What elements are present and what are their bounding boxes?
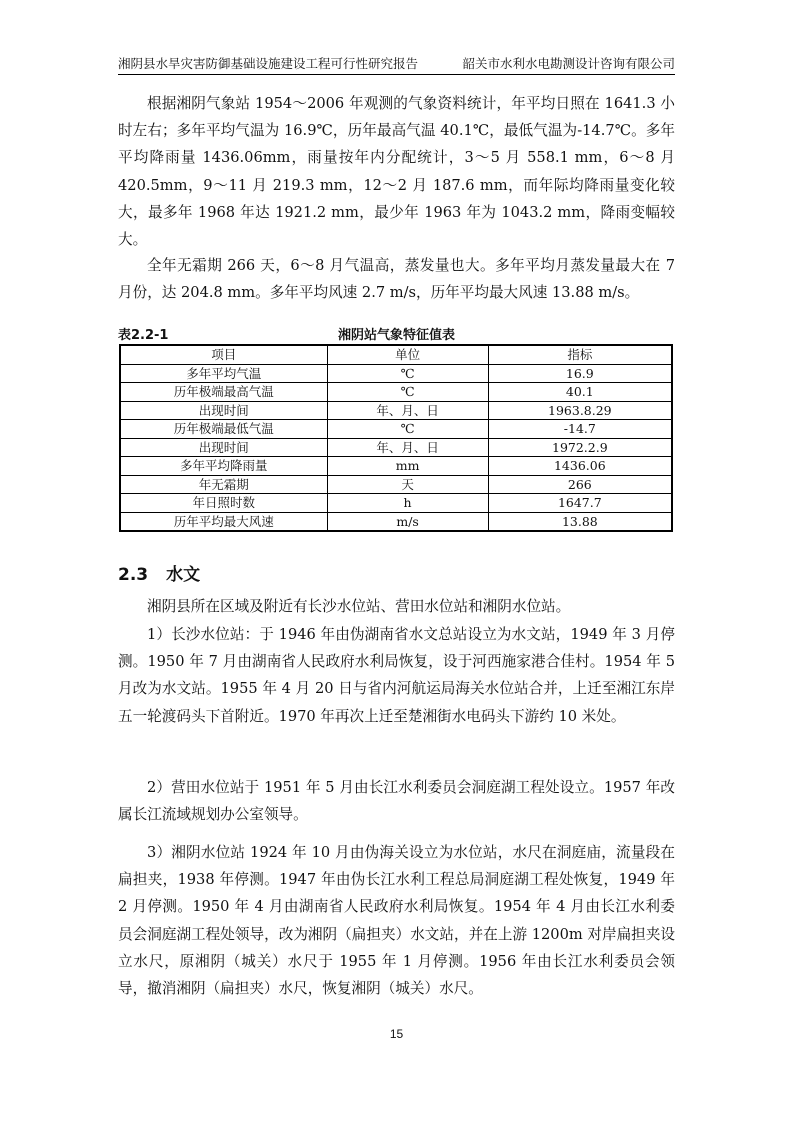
table-cell: 年、月、日 xyxy=(327,438,488,457)
section-title: 水文 xyxy=(166,565,201,585)
table-cell: 13.88 xyxy=(488,512,672,531)
table-number: 表2.2-1 xyxy=(118,328,169,343)
table-cell: ℃ xyxy=(327,383,488,402)
header-company-name: 韶关市水利水电勘测设计咨询有限公司 xyxy=(462,56,675,71)
table-cell: 出现时间 xyxy=(120,401,327,420)
table-cell: -14.7 xyxy=(488,420,672,439)
table-cell: 1647.7 xyxy=(488,494,672,513)
table-row xyxy=(120,457,672,476)
table-cell: mm xyxy=(327,457,488,476)
table-row xyxy=(120,383,672,402)
table-cell: ℃ xyxy=(327,364,488,383)
table-cell: 历年极端最低气温 xyxy=(120,420,327,439)
changsha-station-paragraph: 1）长沙水位站：于 1946 年由伪湖南省水文总站设立为水文站，1949 年 3 月停测。1950 年 7 月由湖南省人民政府水利局恢复，设于河西施家港合佳村。1954 年 5 月改为水文站。1955 年 4 月 20 日与省内河航运局海关水位站合并，上迁至湘江东岸五一轮渡码头下首附近。1970 年再次上迁至楚湘街水电码头下游约 10 米处。 xyxy=(118,626,675,725)
table-row xyxy=(120,438,672,457)
section-heading xyxy=(118,560,200,585)
table-cell: ℃ xyxy=(327,420,488,439)
table-cell: 年无霜期 xyxy=(120,475,327,494)
section-number: 2.3 xyxy=(118,565,149,585)
table-row xyxy=(120,512,672,531)
xiangyin-station-paragraph: 3）湘阴水位站 1924 年 10 月由伪海关设立为水位站，水尺在洞庭庙，流量段在扁担夹，1938 年停测。1947 年由伪长江水利工程总局洞庭湖工程处恢复，1949 年 2 月停测。1950 年 4 月由湖南省人民政府水利局恢复。1954 年 4 月由长江水利委员会洞庭湖工程处领导，改为湘阴（扁担夹）水文站，并在上游 1200m 对岸扁担夹设立水尺，原湘阴（城关）水尺于 1955 年 1 月停测。1956 年由长江水利委员会领导，撤消湘阴（扁担夹）水尺，恢复湘阴（城关）水尺。 xyxy=(118,844,675,998)
table-header-cell: 单位 xyxy=(327,345,488,364)
table-cell: 多年平均气温 xyxy=(120,364,327,383)
table-cell: 40.1 xyxy=(488,383,672,402)
table-cell: 1972.2.9 xyxy=(488,438,672,457)
table-cell: 年、月、日 xyxy=(327,401,488,420)
stations-intro-paragraph: 湘阴县所在区域及附近有长沙水位站、营田水位站和湘阴水位站。 xyxy=(147,598,571,615)
table-cell: 266 xyxy=(488,475,672,494)
frost-wind-paragraph: 全年无霜期 266 天，6～8 月气温高，蒸发量也大。多年平均月蒸发量最大在 7 月份，达 204.8 mm。多年平均风速 2.7 m/s，历年平均最大风速 13.88 m/s。 xyxy=(118,257,675,302)
table-title: 湘阴站气象特征值表 xyxy=(337,328,455,343)
table-cell: h xyxy=(327,494,488,513)
table-cell: 历年平均最大风速 xyxy=(120,512,327,531)
table-cell: 历年极端最高气温 xyxy=(120,383,327,402)
yingtian-station-paragraph: 2）营田水位站于 1951 年 5 月由长江水利委员会洞庭湖工程处设立。1957 年改属长江流域规划办公室领导。 xyxy=(118,779,675,824)
table-row xyxy=(120,401,672,420)
table-header-cell: 项目 xyxy=(120,345,327,364)
table-cell: 天 xyxy=(327,475,488,494)
page-number: 15 xyxy=(389,1027,404,1041)
header-report-title: 湘阴县水旱灾害防御基础设施建设工程可行性研究报告 xyxy=(118,56,419,71)
table-caption xyxy=(118,323,675,343)
table-row xyxy=(120,494,672,513)
table-row xyxy=(120,420,672,439)
table-cell: 出现时间 xyxy=(120,438,327,457)
table-row xyxy=(120,364,672,383)
table-cell: 年日照时数 xyxy=(120,494,327,513)
table-cell: 16.9 xyxy=(488,364,672,383)
page-header xyxy=(118,52,675,75)
table-header-row xyxy=(120,345,672,364)
table-header-cell: 指标 xyxy=(488,345,672,364)
table-cell: 多年平均降雨量 xyxy=(120,457,327,476)
table-cell: 1436.06 xyxy=(488,457,672,476)
table-row xyxy=(120,475,672,494)
table-cell: 1963.8.29 xyxy=(488,401,672,420)
weather-characteristics-table xyxy=(119,344,673,532)
table-cell: m/s xyxy=(327,512,488,531)
climate-paragraph: 根据湘阴气象站 1954～2006 年观测的气象资料统计，年平均日照在 1641.3 小时左右；多年平均气温为 16.9℃，历年最高气温 40.1℃，最低气温为-14.7℃。多年平均降雨量 1436.06mm，雨量按年内分配统计，3～5 月 558.1 mm，6～8 月 420.5mm，9～11 月 219.3 mm，12～2 月 187.6 mm，而年际均降雨量变化较大，最多年 1968 年达 1921.2 mm，最少年 1963 年为 1043.2 mm，降雨变幅较大。 xyxy=(118,95,675,249)
